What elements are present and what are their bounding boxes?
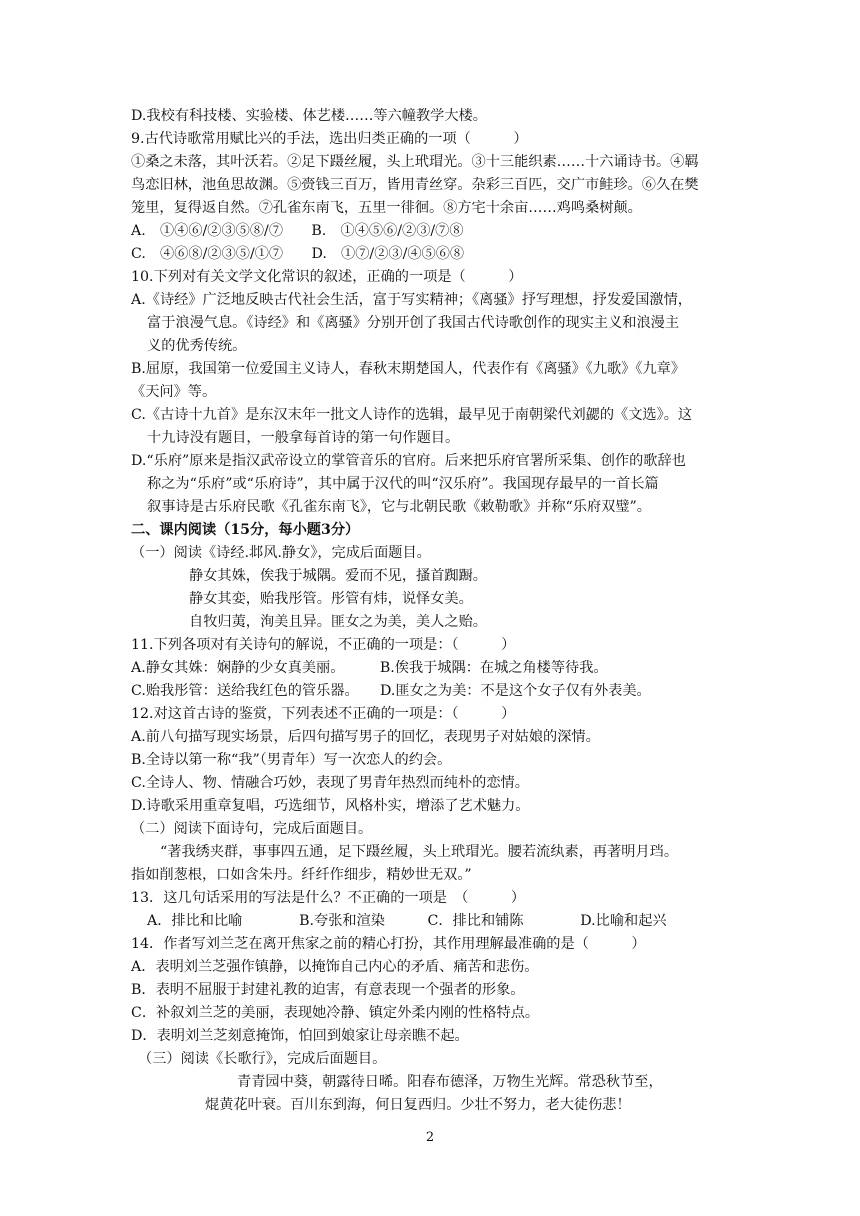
q12-option-b: B.全诗以第一称“我”（男青年）写一次恋人的约会。 xyxy=(131,752,452,768)
q10-option-d-line-1: D.“乐府”原来是指汉武帝设立的掌管音乐的官府。后来把乐府官署所采集、创作的歌辞也 xyxy=(131,453,686,469)
q10-option-b-line-1: B.屈原，我国第一位爱国主义诗人，春秋末期楚国人，代表作有《离骚》《九歌》《九章》 xyxy=(131,361,686,377)
q9-options-ab: A. ①④⑥/②③⑤⑧/⑦ B. ①④⑤⑥/②③/⑦⑧ xyxy=(131,223,464,239)
q9-text-line-2: 鸟恋旧林，池鱼思故渊。⑤赍钱三百万，皆用青丝穿。杂彩三百匹，交广市鲑珍。⑥久在樊 xyxy=(131,177,699,193)
changgexing-line-2: 焜黄花叶衰。百川东到海，何日复西归。少壮不努力，老大徒伤悲！ xyxy=(205,1097,631,1113)
q14-option-d: D．表明刘兰芝刻意掩饰，怕回到娘家让母亲瞧不起。 xyxy=(131,1028,469,1044)
q14-option-a: A．表明刘兰芝强作镇静，以掩饰自己内心的矛盾、痛苦和悲伤。 xyxy=(131,959,539,975)
poem-line-1: 静女其姝，俟我于城隅。爱而不见，搔首踟蹰。 xyxy=(189,568,487,584)
q14-option-c: C．补叙刘兰芝的美丽，表现她冷静、镇定外柔内刚的性格特点。 xyxy=(131,1005,540,1021)
part-2-heading: （二）阅读下面诗句，完成后面题目。 xyxy=(131,821,373,837)
q12-option-a: A.前八句描写现实场景，后四句描写男子的回忆，表现男子对姑娘的深情。 xyxy=(131,729,600,745)
part-3-heading: （三）阅读《长歌行》，完成后面题目。 xyxy=(138,1051,387,1067)
question-11: 11.下列各项对有关诗句的解说，不正确的一项是：（ ） xyxy=(131,637,516,653)
q10-option-a-line-3: 义的优秀传统。 xyxy=(147,338,247,354)
q10-option-a-line-2: 富于浪漫气息。《诗经》和《离骚》分别开创了我国古代诗歌创作的现实主义和浪漫主 xyxy=(147,315,680,331)
q13-options: A．排比和比喻 B.夸张和渲染 C．排比和铺陈 D.比喻和起兴 xyxy=(147,913,667,929)
q11-options-cd: C.贻我彤管：送给我红色的管乐器。 D.匪女之为美：不是这个女子仅有外表美。 xyxy=(131,683,651,699)
poem-line-2: 静女其娈，贻我彤管。彤管有炜，说怿女美。 xyxy=(189,591,473,607)
q9-options-cd: C. ④⑥⑧/②③⑤/①⑦ D. ①⑦/②③/④⑤⑥⑧ xyxy=(131,246,465,262)
q10-option-c-line-1: C.《古诗十九首》是东汉末年一批文人诗作的选辑，最早见于南朝梁代刘勰的《文选》。这 xyxy=(131,407,693,423)
part-1-heading: （一）阅读《诗经.邶风.静女》，完成后面题目。 xyxy=(131,545,431,561)
question-14: 14．作者写刘兰芝在离开焦家之前的精心打扮，其作用理解最准确的是（ ） xyxy=(131,936,646,952)
question-10: 10.下列对有关文学文化常识的叙述，正确的一项是（ ） xyxy=(131,269,523,285)
passage-line-1: “著我绣夹群，事事四五通，足下蹑丝履，头上玳瑁光。腰若流纨素，再著明月珰。 xyxy=(160,844,679,860)
q11-options-ab: A.静女其姝：娴静的少女真美丽。 B.俟我于城隅：在城之角楼等待我。 xyxy=(131,660,608,676)
q10-option-d-line-2: 称之为“乐府”或“乐府诗”，其中属于汉代的叫“汉乐府”。我国现存最早的一首长篇 xyxy=(147,476,659,492)
question-12: 12.对这首古诗的鉴赏，下列表述不正确的一项是：（ ） xyxy=(131,706,516,722)
section-2-heading: 二、课内阅读（15分，每小题3分） xyxy=(131,522,360,538)
q9-text-line-1: ①桑之未落，其叶沃若。②足下蹑丝履，头上玳瑁光。③十三能织素……十六诵诗书。④羁 xyxy=(131,154,699,170)
q12-option-c: C.全诗人、物、情融合巧妙，表现了男青年热烈而纯朴的恋情。 xyxy=(131,775,529,791)
page-number: 2 xyxy=(425,1130,435,1145)
question-13: 13．这几句话采用的写法是什么？不正确的一项是 （ ） xyxy=(131,890,526,906)
poem-line-3: 自牧归荑，洵美且异。匪女之为美，美人之贻。 xyxy=(189,614,487,630)
changgexing-line-1: 青青园中葵，朝露待日晞。阳春布德泽，万物生光辉。常恐秋节至， xyxy=(237,1074,663,1090)
q12-option-d: D.诗歌采用重章复唱，巧选细节，风格朴实，增添了艺术魅力。 xyxy=(131,798,530,814)
q10-option-d-line-3: 叙事诗是古乐府民歌《孔雀东南飞》，它与北朝民歌《敕勒歌》并称“乐府双璧”。 xyxy=(147,499,651,515)
q10-option-a-line-1: A.《诗经》广泛地反映古代社会生活，富于写实精神；《离骚》抒写理想，抒发爱国激情， xyxy=(131,292,692,308)
option-d-q8: D.我校有科技楼、实验楼、体艺楼……等六幢教学大楼。 xyxy=(131,108,487,124)
q10-option-c-line-2: 十九诗没有题目，一般拿每首诗的第一句作题目。 xyxy=(147,430,460,446)
passage-line-2: 指如削葱根，口如含朱丹。纤纤作细步，精妙世无双。” xyxy=(131,867,472,883)
q9-text-line-3: 笼里，复得返自然。⑦孔雀东南飞，五里一徘徊。⑧方宅十余亩……鸡鸣桑树颠。 xyxy=(131,200,642,216)
question-9: 9.古代诗歌常用赋比兴的手法，选出归类正确的一项（ ） xyxy=(131,131,528,147)
q14-option-b: B．表明不屈服于封建礼教的迫害，有意表现一个强者的形象。 xyxy=(131,982,525,998)
q10-option-b-line-2: 《天问》等。 xyxy=(131,384,217,400)
